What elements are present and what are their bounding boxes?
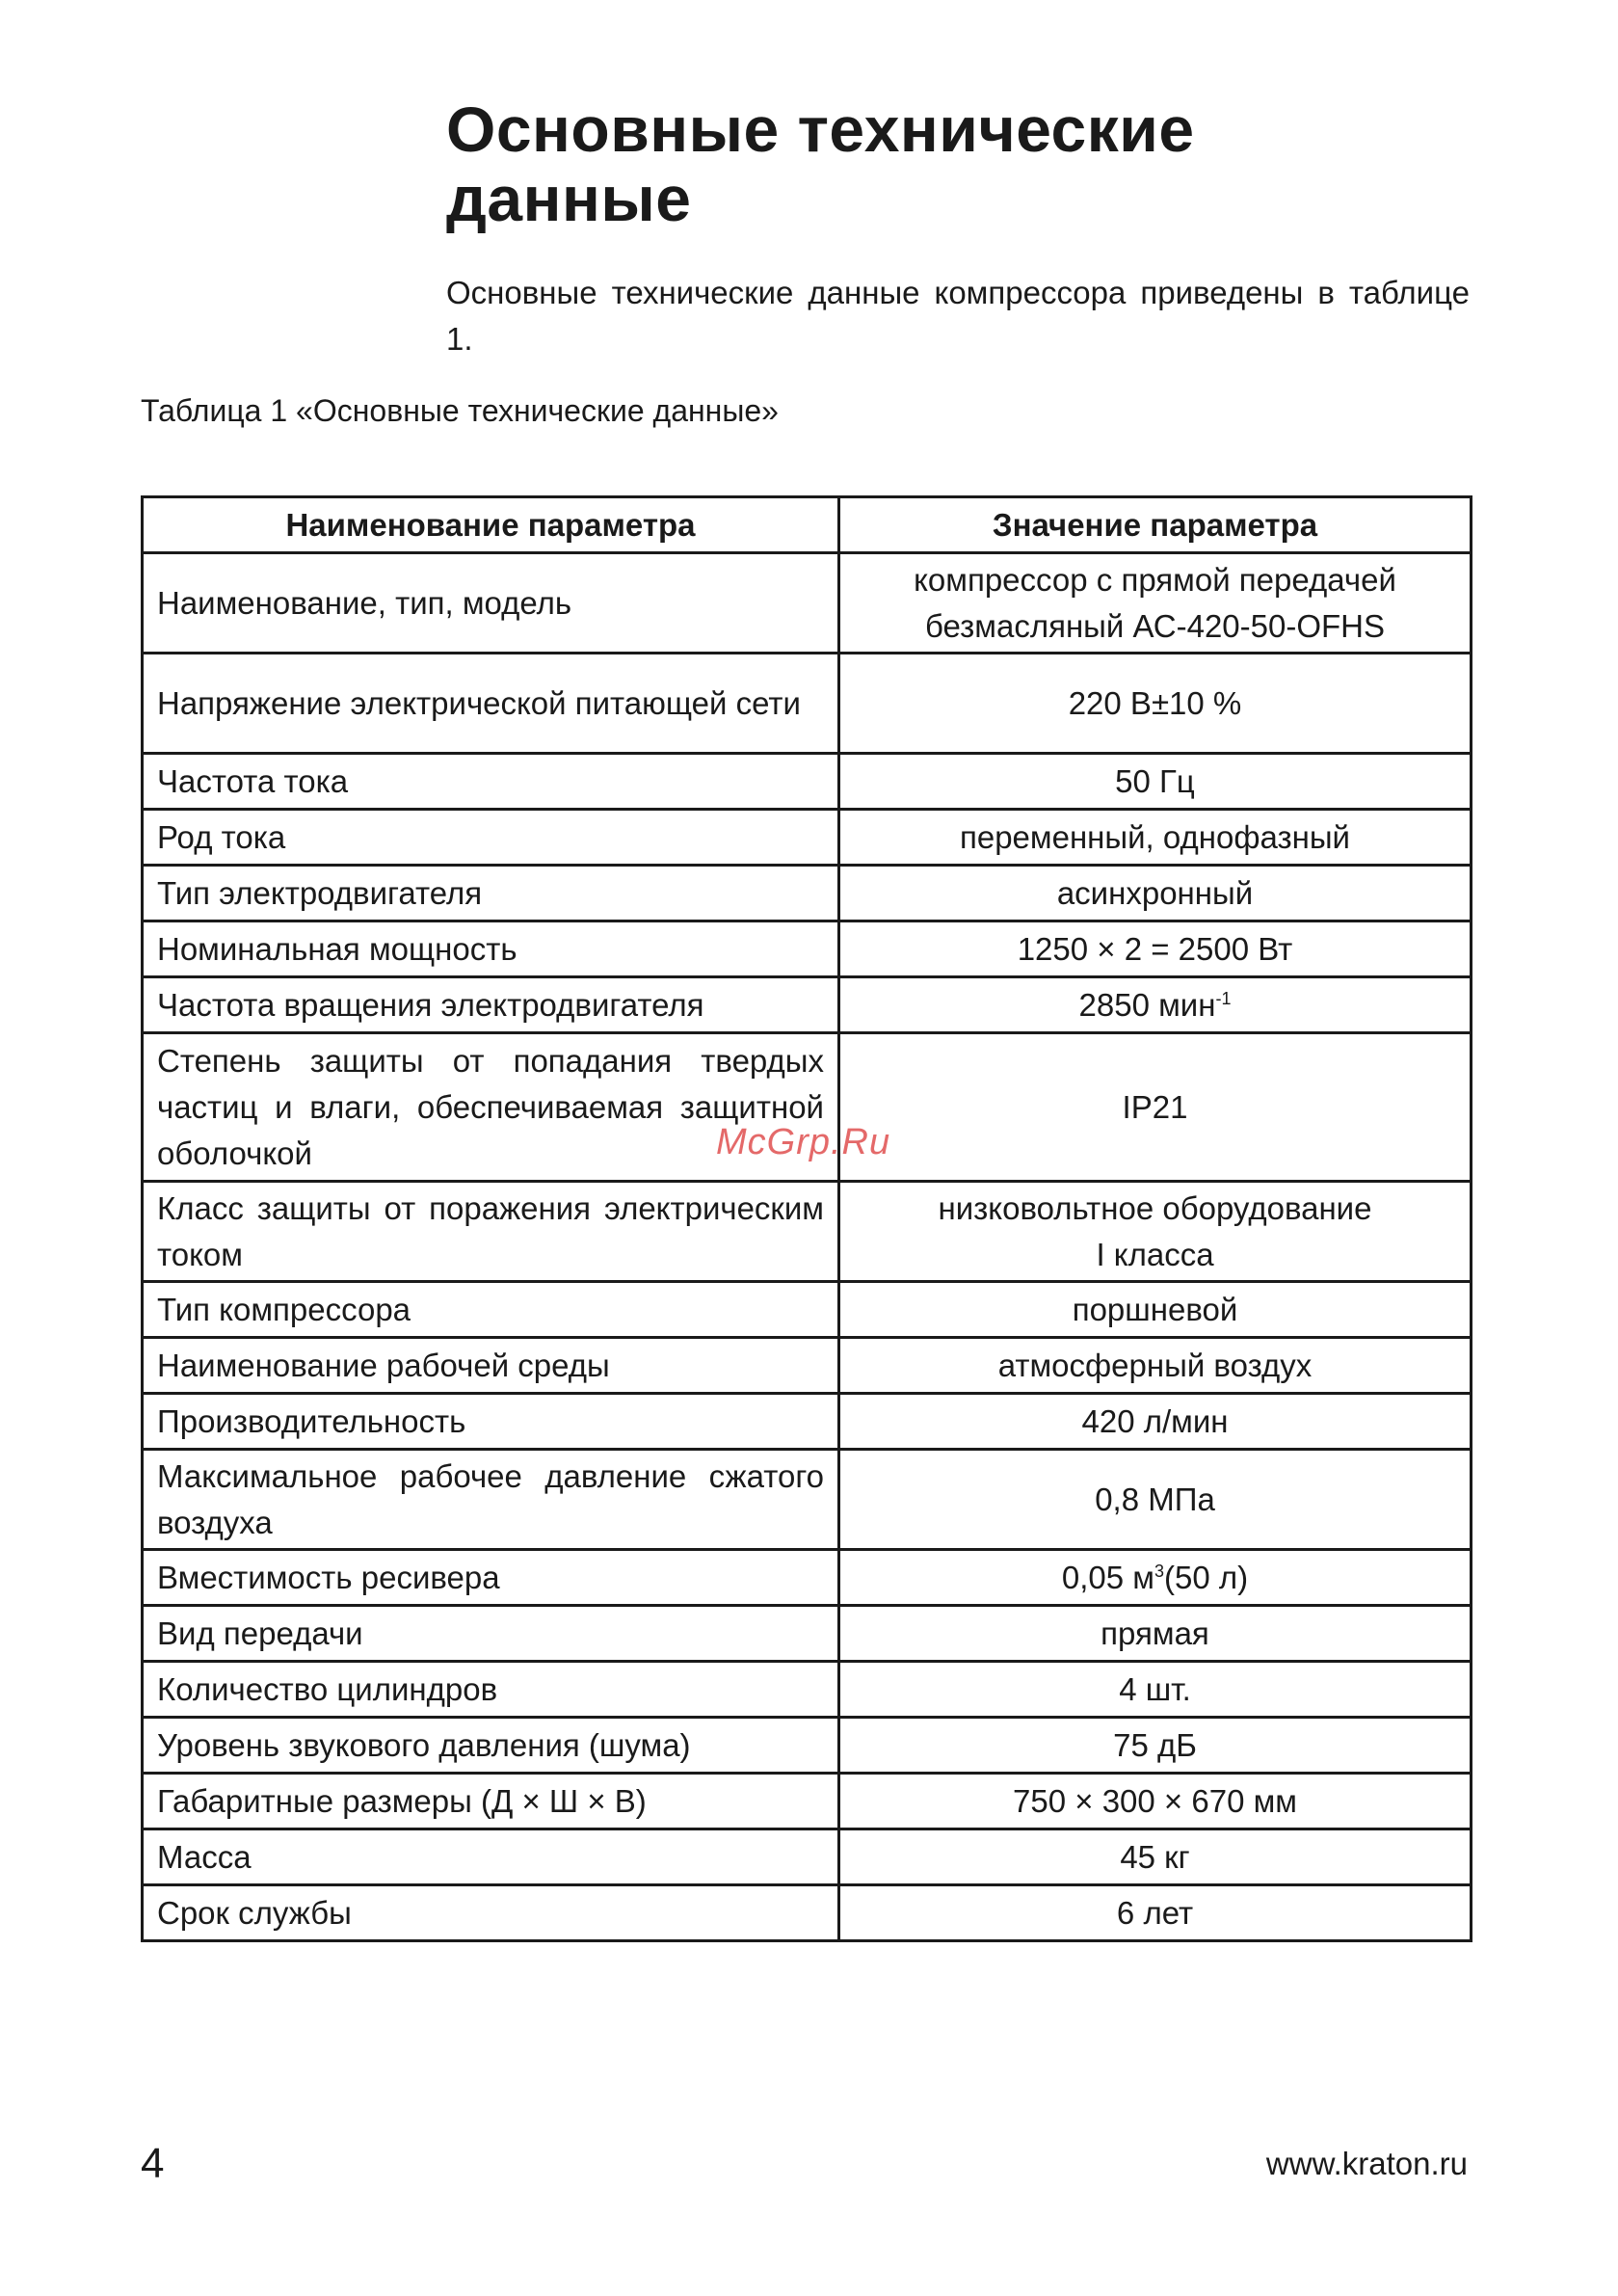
table-header-row bbox=[143, 497, 1472, 553]
page-title bbox=[446, 94, 1506, 233]
table-row bbox=[143, 1182, 1472, 1282]
table-row bbox=[143, 1774, 1472, 1829]
table-row bbox=[143, 1718, 1472, 1774]
param-value-line-2: I класса bbox=[1096, 1236, 1214, 1272]
table-row bbox=[143, 921, 1472, 977]
param-value-line-2: безмасляный АС-420-50-OFHS bbox=[924, 607, 1386, 644]
param-value-superscript: -1 bbox=[1215, 988, 1232, 1008]
intro-paragraph: Основные технические данные компрессора приведены в таблице 1. bbox=[446, 275, 1470, 357]
table-row bbox=[143, 1829, 1472, 1885]
table-row bbox=[143, 810, 1472, 866]
param-value: 220 В±10 % bbox=[839, 654, 1472, 754]
param-name: Наименование рабочей среды bbox=[143, 1338, 839, 1394]
page-title-line-1: Основные технические bbox=[446, 93, 1195, 165]
param-value: атмосферный воздух bbox=[839, 1338, 1472, 1394]
param-value: 45 кг bbox=[839, 1829, 1472, 1885]
table-row bbox=[143, 754, 1472, 810]
param-value bbox=[839, 977, 1472, 1033]
param-name: Тип компрессора bbox=[143, 1282, 839, 1338]
table-row bbox=[143, 1606, 1472, 1662]
param-name: Производительность bbox=[143, 1394, 839, 1450]
param-value-line-1: компрессор с прямой передачей bbox=[914, 561, 1396, 598]
param-name: Класс защиты от поражения электрическим током bbox=[143, 1182, 839, 1282]
param-value: 1250 × 2 = 2500 Вт bbox=[839, 921, 1472, 977]
param-name: Максимальное рабочее давление сжатого воздуха bbox=[143, 1450, 839, 1550]
specifications-table bbox=[141, 495, 1472, 1942]
param-name: Количество цилиндров bbox=[143, 1662, 839, 1718]
param-value: 0,8 МПа bbox=[839, 1450, 1472, 1550]
table-row bbox=[143, 1282, 1472, 1338]
param-name: Уровень звукового давления (шума) bbox=[143, 1718, 839, 1774]
website-link[interactable]: www.kraton.ru bbox=[1265, 2146, 1468, 2181]
param-name: Степень защиты от попадания твердых частиц и влаги, обеспечиваемая защитной оболочкой bbox=[143, 1033, 839, 1182]
param-value: прямая bbox=[839, 1606, 1472, 1662]
param-name: Частота вращения электродвигателя bbox=[143, 977, 839, 1033]
table-row bbox=[143, 1394, 1472, 1450]
table-row bbox=[143, 654, 1472, 754]
param-value: поршневой bbox=[839, 1282, 1472, 1338]
param-value bbox=[839, 1182, 1472, 1282]
table-row bbox=[143, 1338, 1472, 1394]
param-name: Напряжение электрической питающей сети bbox=[143, 654, 839, 754]
table-row bbox=[143, 977, 1472, 1033]
param-name: Номинальная мощность bbox=[143, 921, 839, 977]
param-name: Габаритные размеры (Д × Ш × В) bbox=[143, 1774, 839, 1829]
param-value-text: 2850 мин bbox=[1078, 986, 1216, 1023]
param-value: IP21 bbox=[839, 1033, 1472, 1182]
param-value: 420 л/мин bbox=[839, 1394, 1472, 1450]
param-value-superscript: 3 bbox=[1154, 1561, 1164, 1581]
param-value: 750 × 300 × 670 мм bbox=[839, 1774, 1472, 1829]
param-name: Вид передачи bbox=[143, 1606, 839, 1662]
param-value: 75 дБ bbox=[839, 1718, 1472, 1774]
header-parameter-value: Значение параметра bbox=[839, 497, 1472, 553]
page-title-line-2: данные bbox=[446, 163, 692, 234]
param-value bbox=[839, 553, 1472, 654]
param-name: Тип электродвигателя bbox=[143, 866, 839, 921]
header-parameter-name: Наименование параметра bbox=[143, 497, 839, 553]
param-name: Частота тока bbox=[143, 754, 839, 810]
param-value-suffix: (50 л) bbox=[1164, 1559, 1249, 1595]
param-name: Срок службы bbox=[143, 1885, 839, 1941]
param-value-text: 0,05 м bbox=[1061, 1559, 1154, 1595]
page-number: 4 bbox=[141, 2140, 165, 2187]
table-row bbox=[143, 1450, 1472, 1550]
param-value-line-1: низковольтное оборудование bbox=[938, 1189, 1372, 1226]
table-row bbox=[143, 1885, 1472, 1941]
table-row bbox=[143, 553, 1472, 654]
param-name: Род тока bbox=[143, 810, 839, 866]
table-caption: Таблица 1 «Основные технические данные» bbox=[141, 393, 779, 428]
param-value bbox=[839, 1550, 1472, 1606]
watermark: McGrp.Ru bbox=[716, 1122, 891, 1162]
table-row bbox=[143, 866, 1472, 921]
param-value: асинхронный bbox=[839, 866, 1472, 921]
table-row bbox=[143, 1662, 1472, 1718]
param-value: переменный, однофазный bbox=[839, 810, 1472, 866]
table-row bbox=[143, 1550, 1472, 1606]
param-name: Вместимость ресивера bbox=[143, 1550, 839, 1606]
param-value: 50 Гц bbox=[839, 754, 1472, 810]
param-name: Масса bbox=[143, 1829, 839, 1885]
param-name: Наименование, тип, модель bbox=[143, 553, 839, 654]
param-value: 6 лет bbox=[839, 1885, 1472, 1941]
param-value: 4 шт. bbox=[839, 1662, 1472, 1718]
